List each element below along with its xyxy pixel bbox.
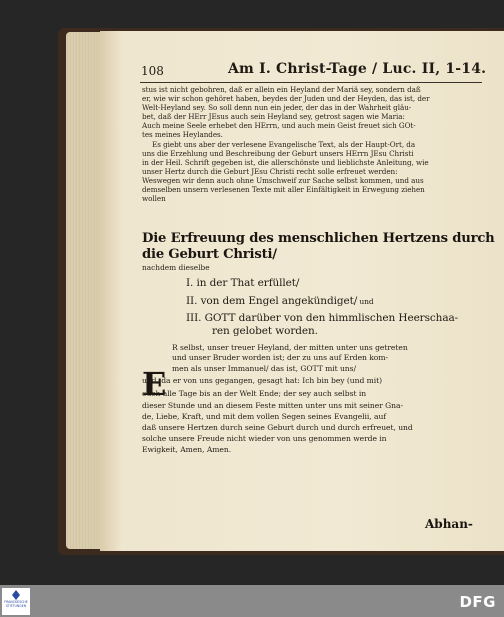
- body-line: dieser Stunde und an diesem Feste mitten unter uns mit seiner Gna-: [142, 401, 403, 410]
- intro-line: uns die Erzehlung und Beschreibung der Geburt unsers HErrn JEsu Christi: [142, 149, 414, 158]
- heading-line: die Geburt Christi/: [142, 247, 277, 262]
- body-line: daß unsere Hertzen durch seine Geburt durch und durch erfreuet, und: [142, 423, 413, 432]
- body-line: de, Liebe, Kraft, und mit dem vollen Segen seines Evangelii, auf: [142, 412, 387, 421]
- library-emblem-icon: [12, 590, 20, 600]
- body-line: und, da er von uns gegangen, gesagt hat: Ich bin bey (und mit): [142, 376, 383, 385]
- body-line: Ewigkeit, Amen, Amen.: [142, 445, 232, 454]
- heading-continuation: nachdem dieselbe: [142, 263, 210, 272]
- body-line: euch alle Tage bis an der Welt Ende; der sey auch selbst in: [142, 389, 367, 398]
- library-logo-text: FRANCKESCHE STIFTUNGEN: [4, 600, 28, 608]
- heading-line: Die Erfreuung des menschlichen Hertzens durch: [142, 231, 495, 246]
- dfg-logo[interactable]: DFG: [459, 593, 496, 611]
- running-head: Am I. Christ-Tage / Luc. II, 1-14.: [228, 61, 487, 77]
- outline-item: [212, 325, 318, 337]
- outline-item: [186, 312, 458, 324]
- book-page-edges: [66, 32, 102, 549]
- page-number: 108: [141, 64, 164, 78]
- intro-line: er, wie wir schon gehöret haben, beydes der Juden und der Heyden, das ist, der: [142, 94, 430, 103]
- outline-item: [186, 295, 374, 307]
- intro-line: Es giebt uns aber der verlesene Evangelische Text, als der Haupt-Ort, da: [152, 140, 416, 149]
- outline-item-text: II. von dem Engel angekündiget/: [186, 295, 358, 307]
- outline-item-text: III. GOTT darüber von den himmlischen Heerschaa-: [186, 312, 459, 324]
- section-heading: [142, 231, 495, 263]
- library-logo[interactable]: [2, 588, 30, 615]
- intro-line: demselben unsern verlesenen Texte mit aller Einfältigkeit in Erwegung ziehen: [142, 185, 425, 194]
- drop-cap: E: [142, 365, 167, 403]
- body-line: und unser Bruder worden ist; der zu uns auf Erden kom-: [172, 353, 388, 362]
- outline-item: [186, 277, 299, 289]
- intro-line: unser Hertz durch die Geburt JEsu Christi recht solle erfreuet werden:: [142, 167, 398, 176]
- intro-line: bet, daß der HErr JEsus auch sein Heyland sey, getrost sagen wie Maria:: [142, 112, 405, 121]
- body-line: solche unsere Freude nicht wieder von uns genommen werde in: [142, 434, 387, 443]
- body-line: R selbst, unser treuer Heyland, der mitten unter uns getreten: [172, 343, 408, 352]
- catchword: Abhan-: [425, 517, 473, 531]
- book-page: [100, 31, 504, 551]
- body-line: men als unser Immanuel/ das ist, GOTT mit uns/: [172, 364, 356, 373]
- outline-item-suffix: und: [357, 297, 374, 306]
- intro-line: tes meines Heylandes.: [142, 130, 223, 139]
- footer-bar: [0, 585, 504, 617]
- intro-line: Weswegen wir denn auch ohne Umschweif zur Sache selbst kommen, und aus: [142, 176, 424, 185]
- intro-line: Auch meine Seele erhebet den HErrn, und auch mein Geist freuet sich GOt-: [142, 121, 416, 130]
- outline-item-text: I. in der That erfüllet/: [186, 277, 300, 289]
- header-rule: [140, 82, 482, 83]
- intro-line: wollen: [142, 194, 166, 203]
- intro-line: stus ist nicht gebohren, daß er allein ein Heyland der Mariä sey, sondern daß: [142, 85, 421, 94]
- intro-line: Welt-Heyland sey. So soll denn nun ein jeder, der das in der Wahrheit gläu-: [142, 103, 412, 112]
- outline-item-text: ren gelobet worden.: [212, 325, 318, 337]
- intro-line: in der Heil. Schrift gegeben ist, die allerschönste und lieblichste Anleitung, wie: [142, 158, 429, 167]
